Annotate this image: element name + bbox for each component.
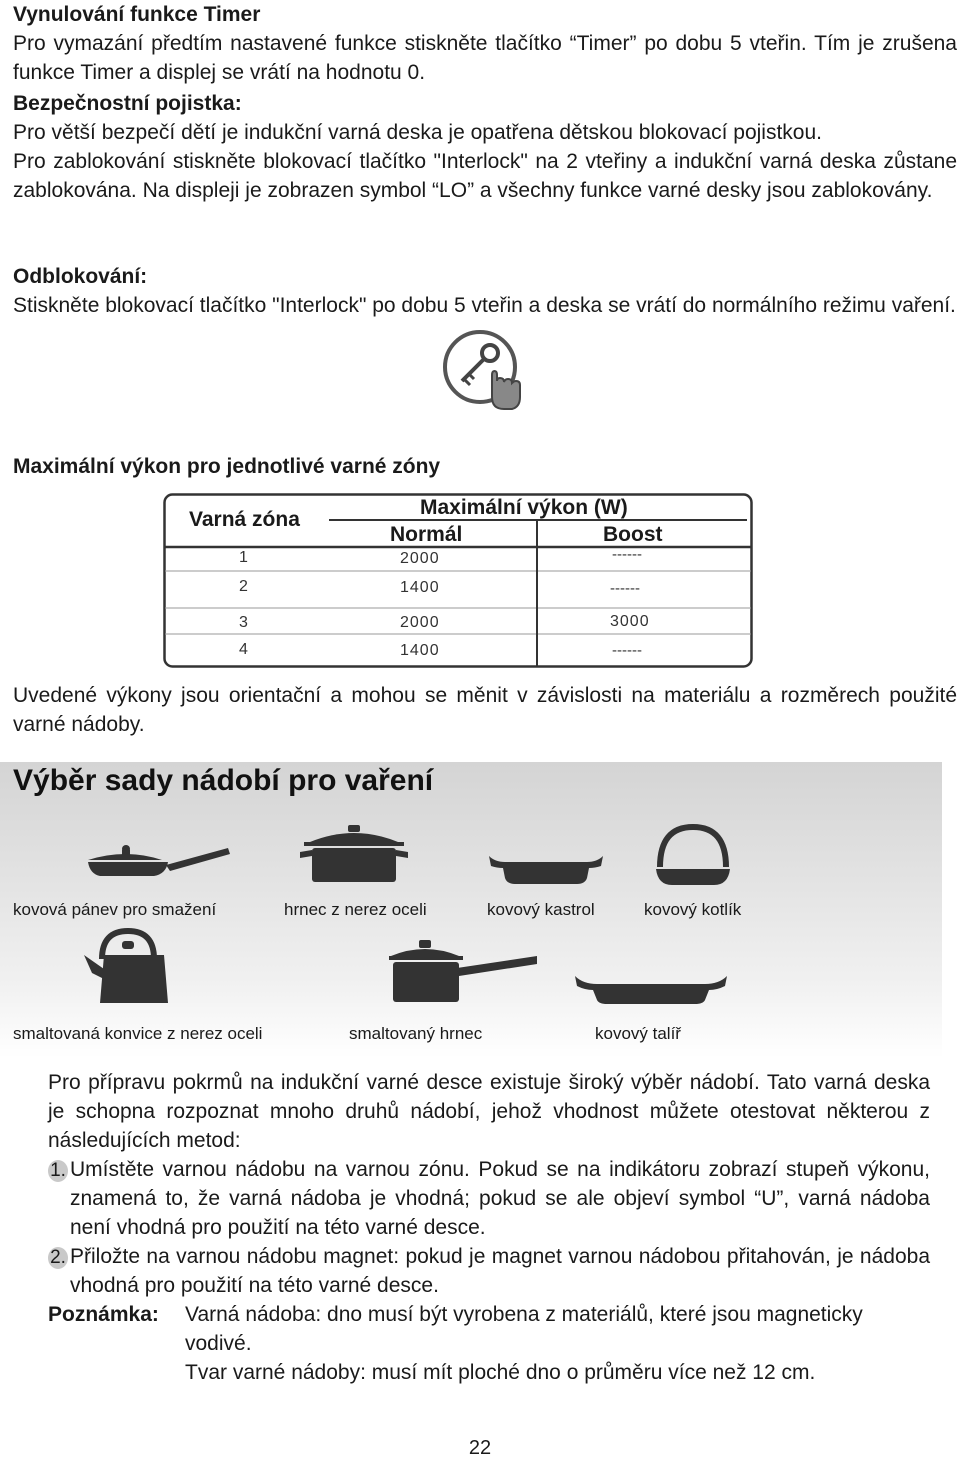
label-plate: kovový talíř xyxy=(595,1024,681,1043)
row-4-boost: ------ xyxy=(612,642,642,659)
row-4-zone: 4 xyxy=(239,641,249,658)
note-block xyxy=(48,1300,930,1387)
timer-heading: Vynulování funkce Timer xyxy=(13,3,261,26)
method-item-2 xyxy=(48,1242,930,1300)
normal-header: Normál xyxy=(390,523,463,546)
unlock-heading: Odblokování: xyxy=(13,265,148,288)
row-1-boost: ------ xyxy=(612,546,642,563)
row-3-normal: 2000 xyxy=(400,614,440,631)
zone-header: Varná zóna xyxy=(189,508,300,531)
cauldron-icon xyxy=(654,823,732,887)
timer-section xyxy=(13,0,957,87)
kettle-icon xyxy=(80,925,170,1005)
power-header: Maximální výkon (W) xyxy=(420,496,628,519)
power-note: Uvedené výkony jsou orientační a mohou se měnit v závislosti na materiálu a rozměrech použité varné nádoby. xyxy=(13,684,957,736)
griddle-plate-icon xyxy=(573,972,729,1006)
row-3-zone: 3 xyxy=(239,614,249,631)
boost-header: Boost xyxy=(603,523,663,546)
row-2-zone: 2 xyxy=(239,578,249,595)
unlock-section xyxy=(13,262,957,320)
page-number: 22 xyxy=(468,1437,492,1459)
label-pot: hrnec z nerez oceli xyxy=(284,900,427,919)
row-1-normal: 2000 xyxy=(400,550,440,567)
note-line-1: Varná nádoba: dno musí být vyrobena z materiálů, které jsou magneticky vodivé. xyxy=(185,1303,863,1355)
safety-text-1: Pro větší bezpečí dětí je indukční varná deska je opatřena dětskou blokovací pojistkou. xyxy=(13,121,822,144)
cookware-intro-block xyxy=(48,1068,930,1387)
label-pan: kovová pánev pro smažení xyxy=(13,900,217,919)
key-press-icon xyxy=(442,327,522,413)
label-cauldron: kovový kotlík xyxy=(644,900,742,919)
power-heading: Maximální výkon pro jednotlivé varné zóny xyxy=(13,455,441,478)
method-2-number: 2. xyxy=(48,1247,68,1269)
power-table xyxy=(163,493,753,668)
row-1-zone: 1 xyxy=(239,549,249,566)
cookware-intro: Pro přípravu pokrmů na indukční varné desce existuje široký výběr nádobí. Tato varná deska je schopna rozpoznat mnoho druhů nádobí, jehož vhodnost můžete otestovat některou z následujících metod: xyxy=(48,1071,930,1152)
safety-text-2: Pro zablokování stiskněte blokovací tlačítko "Interlock" na 2 vteřiny a indukční varná deska zůstane zablokována. Na displeji je zobrazen symbol “LO” a všechny funkce varné desky jsou zablokovány. xyxy=(13,150,957,202)
label-casserole: kovový kastrol xyxy=(487,900,595,919)
method-1-text: Umístěte varnou nádobu na varnou zónu. Pokud se na indikátoru zobrazí stupeň výkonu, znamená to, že varná nádoba je vhodná; pokud se ale objeví symbol “U”, varná nádoba není vhodná pro použití na této varné desce. xyxy=(70,1158,930,1239)
unlock-text: Stiskněte blokovací tlačítko "Interlock" po dobu 5 vteřin a deska se vrátí do normálního režimu vaření. xyxy=(13,294,956,317)
label-kettle: smaltovaná konvice z nerez oceli xyxy=(13,1024,263,1043)
safety-section xyxy=(13,89,957,205)
method-item-1 xyxy=(48,1155,930,1242)
note-label: Poznámka: xyxy=(48,1303,159,1326)
safety-heading: Bezpečnostní pojistka: xyxy=(13,92,242,115)
saucepan-icon xyxy=(387,938,539,1004)
label-saucepan: smaltovaný hrnec xyxy=(349,1024,483,1043)
row-2-normal: 1400 xyxy=(400,579,440,596)
row-4-normal: 1400 xyxy=(400,642,440,659)
method-1-number: 1. xyxy=(48,1160,68,1182)
cookware-title: Výběr sady nádobí pro vaření xyxy=(13,764,434,797)
stainless-pot-icon xyxy=(298,822,410,884)
casserole-icon xyxy=(487,848,605,886)
power-note-section xyxy=(13,681,957,739)
row-3-boost: 3000 xyxy=(610,613,650,630)
frying-pan-icon xyxy=(86,840,232,880)
note-line-2: Tvar varné nádoby: musí mít ploché dno o průměru více než 12 cm. xyxy=(185,1361,816,1384)
method-2-text: Přiložte na varnou nádobu magnet: pokud je magnet varnou nádobou přitahován, je nádoba vhodná pro použití na této varné desce. xyxy=(70,1245,930,1297)
timer-text: Pro vymazání předtím nastavené funkce stiskněte tlačítko “Timer” po dobu 5 vteřin. Tím je zrušena funkce Timer a displej se vrátí na hodnotu 0. xyxy=(13,32,957,84)
row-2-boost: ------ xyxy=(610,580,640,597)
